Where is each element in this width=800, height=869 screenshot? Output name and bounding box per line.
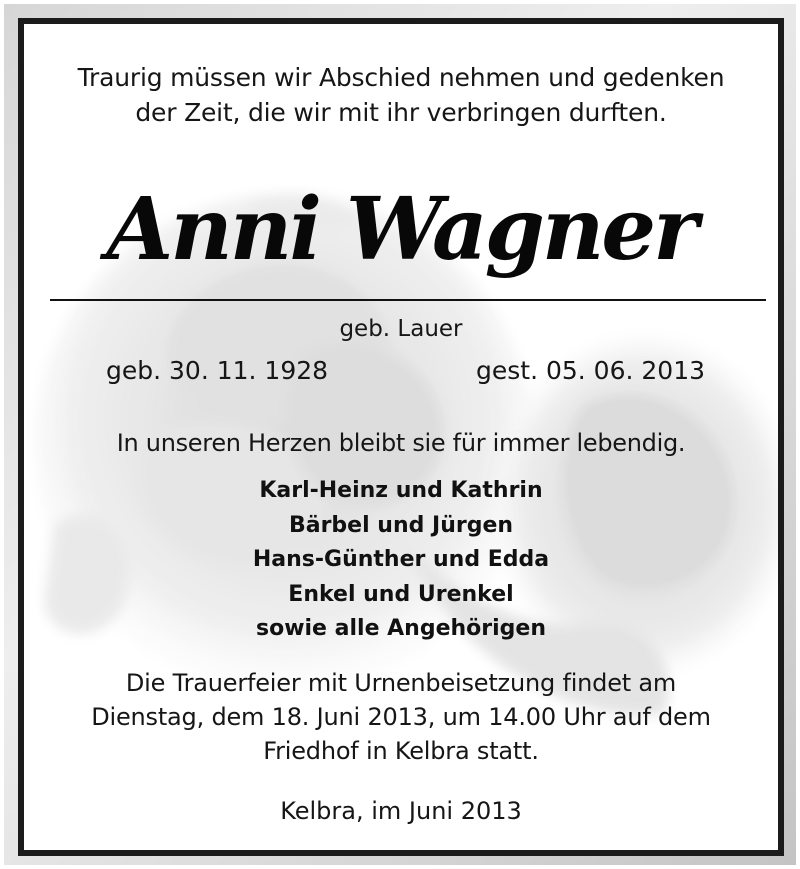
maiden-name: geb. Lauer	[339, 316, 463, 342]
intro-line-1: Traurig müssen wir Abschied nehmen und gedenken	[77, 63, 725, 92]
intro-text	[24, 60, 778, 130]
memorial-motto: In unseren Herzen bleibt sie für immer lebendig.	[116, 429, 686, 457]
mourner-line: Karl-Heinz und Kathrin	[259, 478, 543, 503]
birth-date: geb. 30. 11. 1928	[106, 356, 329, 385]
mourner-line: Bärbel und Jürgen	[288, 512, 514, 538]
service-line-3: Friedhof in Kelbra statt.	[263, 737, 539, 765]
outer-shadow-frame	[4, 4, 796, 865]
divider-line	[50, 299, 766, 301]
intro-line-2: der Zeit, die wir mit ihr verbringen durften.	[135, 98, 667, 127]
mourners-list	[24, 474, 778, 647]
service-line-1: Die Trauerfeier mit Urnenbeisetzung findet am	[125, 669, 677, 697]
death-date: gest. 05. 06. 2013	[476, 356, 706, 385]
deceased-name: Anni Wagner	[106, 179, 696, 280]
obituary-notice	[18, 18, 784, 856]
place-and-date: Kelbra, im Juni 2013	[280, 797, 522, 825]
mourner-line: Enkel und Urenkel	[288, 581, 514, 607]
funeral-service-info	[24, 666, 778, 768]
service-line-2: Dienstag, dem 18. Juni 2013, um 14.00 Uhr auf dem	[91, 703, 711, 731]
mourner-line: Hans-Günther und Edda	[252, 547, 550, 572]
mourner-line: sowie alle Angehörigen	[255, 616, 547, 641]
